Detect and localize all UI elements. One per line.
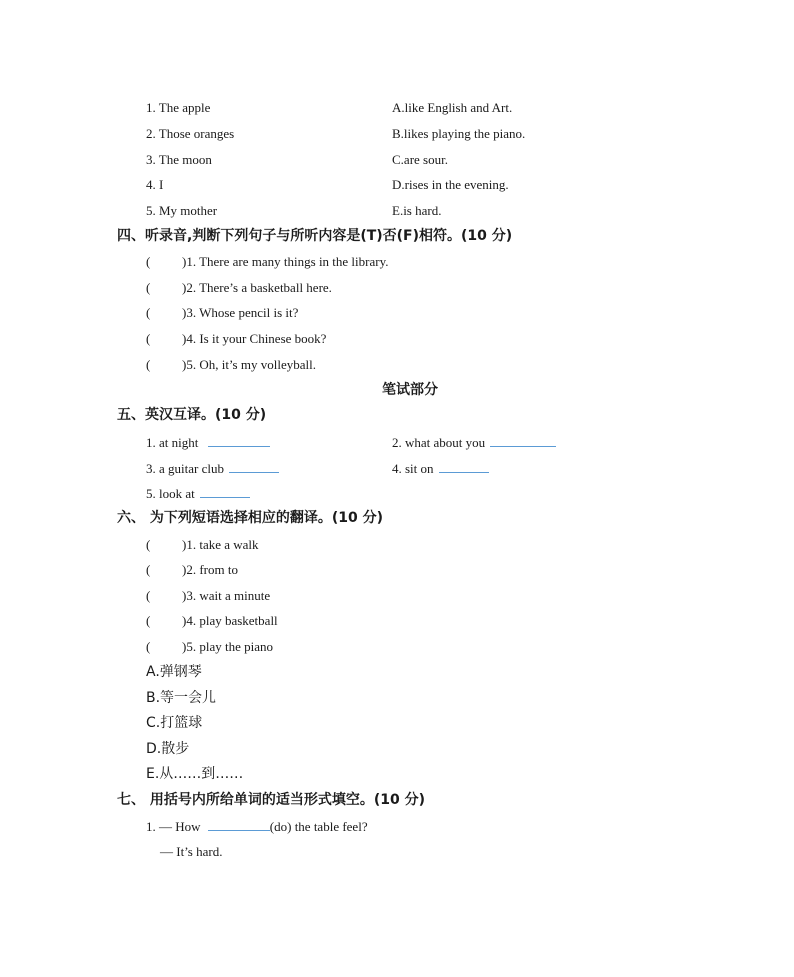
s4-item-2	[146, 280, 332, 296]
answer-paren[interactable]: (	[146, 254, 151, 269]
s4-item-text: )5. Oh, it’s my volleyball.	[182, 357, 316, 372]
s4-item-text: )4. Is it your Chinese book?	[182, 331, 327, 346]
s6-item-4	[146, 613, 278, 629]
answer-paren[interactable]: (	[146, 613, 151, 628]
s6-item-3	[146, 588, 270, 604]
s5-item-5	[146, 485, 250, 502]
answer-paren[interactable]: (	[146, 331, 151, 346]
match-left-2: 2. Those oranges	[146, 126, 235, 141]
match-right-c: C.are sour.	[392, 152, 448, 167]
s5-item-text: 1. at night	[146, 435, 199, 450]
s5-item-text: 5. look at	[146, 486, 195, 501]
answer-paren[interactable]: (	[146, 537, 151, 552]
section-5-title: 五、英汉互译。(10 分)	[117, 407, 267, 423]
match-right-d: D.rises in the evening.	[392, 177, 509, 192]
s6-item-text: )4. play basketball	[182, 613, 278, 628]
section-4-title: 四、听录音,判断下列句子与所听内容是(T)否(F)相符。(10 分)	[117, 228, 513, 244]
answer-blank[interactable]	[208, 818, 270, 831]
s7-q1-prefix: 1. — How	[146, 819, 201, 834]
match-left-3: 3. The moon	[146, 152, 212, 167]
s4-item-text: )1. There are many things in the library.	[182, 254, 389, 269]
answer-blank[interactable]	[208, 434, 270, 447]
match-right-a: A.like English and Art.	[392, 100, 513, 115]
s7-q1-answer: — It’s hard.	[160, 844, 223, 859]
match-left-4: 4. I	[146, 177, 164, 192]
answer-paren[interactable]: (	[146, 280, 151, 295]
s4-item-text: )3. Whose pencil is it?	[182, 305, 299, 320]
answer-paren[interactable]: (	[146, 305, 151, 320]
match-left-1: 1. The apple	[146, 100, 211, 115]
s4-item-5	[146, 357, 316, 373]
s6-item-1	[146, 537, 259, 553]
written-part-title: 笔试部分	[382, 382, 438, 398]
s6-option-c: C.打篮球	[146, 715, 203, 731]
s5-item-2	[392, 434, 556, 451]
s6-item-text: )1. take a walk	[182, 537, 259, 552]
s4-item-4	[146, 331, 326, 347]
section-7-title: 七、 用括号内所给单词的适当形式填空。(10 分)	[117, 792, 426, 808]
s5-item-3	[146, 460, 279, 477]
s5-item-text: 4. sit on	[392, 461, 434, 476]
s6-option-b: B.等一会儿	[146, 690, 217, 706]
s6-option-a: A.弹钢琴	[146, 664, 202, 680]
section-6-title: 六、 为下列短语选择相应的翻译。(10 分)	[117, 510, 384, 526]
answer-blank[interactable]	[490, 434, 556, 447]
answer-paren[interactable]: (	[146, 588, 151, 603]
s5-item-4	[392, 460, 489, 477]
s6-option-d: D.散步	[146, 741, 190, 757]
answer-paren[interactable]: (	[146, 357, 151, 372]
s4-item-1	[146, 254, 389, 270]
s6-item-5	[146, 639, 273, 655]
answer-paren[interactable]: (	[146, 639, 151, 654]
answer-blank[interactable]	[200, 485, 250, 498]
s6-option-e: E.从……到……	[146, 766, 244, 782]
match-right-b: B.likes playing the piano.	[392, 126, 526, 141]
s4-item-text: )2. There’s a basketball here.	[182, 280, 332, 295]
match-right-e: E.is hard.	[392, 203, 442, 218]
s6-item-text: )2. from to	[182, 562, 238, 577]
s7-q1-suffix: (do) the table feel?	[269, 819, 368, 834]
s4-item-3	[146, 305, 298, 321]
answer-paren[interactable]: (	[146, 562, 151, 577]
answer-blank[interactable]	[229, 460, 279, 473]
answer-blank[interactable]	[439, 460, 489, 473]
s6-item-2	[146, 562, 238, 578]
s7-q1	[146, 818, 368, 835]
s5-item-1	[146, 434, 270, 451]
s5-item-text: 3. a guitar club	[146, 461, 224, 476]
s6-item-text: )3. wait a minute	[182, 588, 271, 603]
match-left-5: 5. My mother	[146, 203, 218, 218]
s5-item-text: 2. what about you	[392, 435, 486, 450]
s6-item-text: )5. play the piano	[182, 639, 273, 654]
